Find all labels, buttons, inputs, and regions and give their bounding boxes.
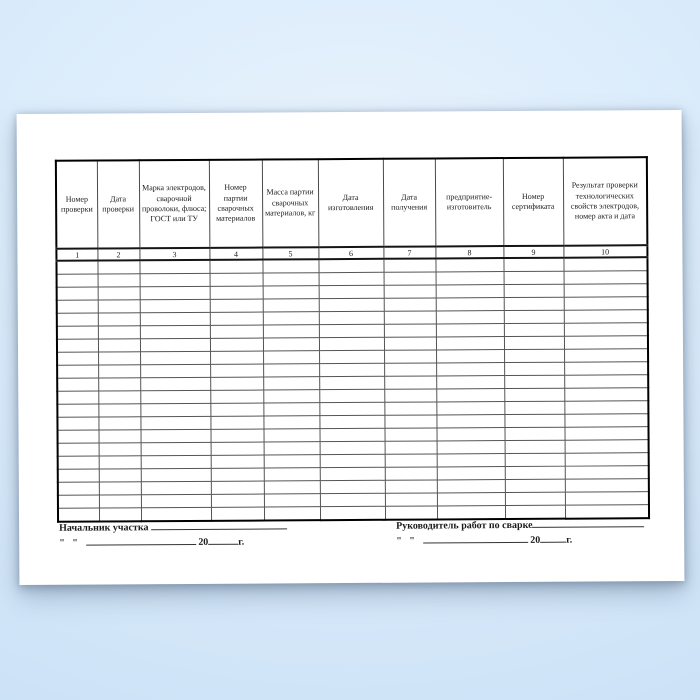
table-cell bbox=[564, 297, 648, 311]
table-cell bbox=[564, 427, 648, 441]
table-cell bbox=[57, 300, 98, 313]
year-prefix: 20 bbox=[530, 534, 541, 546]
signature-label: Начальник участка bbox=[59, 522, 149, 534]
table-cell bbox=[318, 259, 383, 273]
table-cell bbox=[98, 391, 140, 404]
table-cell bbox=[436, 337, 504, 350]
table-cell bbox=[210, 273, 263, 286]
table-cell bbox=[504, 297, 564, 310]
table-cell bbox=[384, 350, 436, 363]
table-cell bbox=[504, 271, 564, 284]
column-number-10: 10 bbox=[563, 245, 647, 258]
table-cell bbox=[384, 324, 436, 337]
table-cell bbox=[210, 364, 263, 377]
table-cell bbox=[141, 442, 211, 455]
table-cell bbox=[140, 273, 210, 286]
table-cell bbox=[565, 479, 649, 493]
table-cell bbox=[504, 310, 564, 323]
table-cell bbox=[564, 323, 648, 337]
date-quotes: " " bbox=[59, 537, 78, 549]
table-cell bbox=[565, 492, 649, 506]
table-cell bbox=[140, 299, 210, 312]
table-cell bbox=[140, 403, 210, 416]
table-cell bbox=[436, 311, 504, 324]
column-number-7: 7 bbox=[383, 246, 435, 258]
table-cell bbox=[384, 311, 436, 324]
column-number-1: 1 bbox=[56, 249, 97, 261]
table-cell bbox=[385, 480, 437, 493]
table-cell bbox=[319, 350, 384, 363]
column-number-4: 4 bbox=[209, 248, 262, 260]
table-cell bbox=[210, 351, 263, 364]
table-cell bbox=[436, 376, 504, 389]
table-cell bbox=[436, 415, 504, 428]
table-cell bbox=[264, 468, 320, 481]
table-cell bbox=[384, 415, 436, 428]
date-line bbox=[59, 533, 287, 549]
column-number-5: 5 bbox=[262, 247, 318, 259]
table-cell bbox=[263, 273, 319, 286]
table-cell bbox=[98, 365, 140, 378]
table-cell bbox=[58, 495, 99, 508]
table-cell bbox=[384, 376, 436, 389]
column-header-10: Результат проверки технологических свойств электродов, номер акта и дата bbox=[563, 157, 648, 246]
table-cell bbox=[58, 482, 99, 495]
table-cell bbox=[139, 260, 209, 274]
table-cell bbox=[210, 377, 263, 390]
table-cell bbox=[99, 443, 141, 456]
table-cell bbox=[98, 274, 140, 287]
table-cell bbox=[57, 352, 98, 365]
table-cell bbox=[320, 467, 385, 480]
table-cell bbox=[504, 375, 564, 388]
table-cell bbox=[210, 403, 263, 416]
table-cell bbox=[99, 469, 141, 482]
date-quotes: " " bbox=[396, 535, 415, 547]
table-cell bbox=[211, 494, 264, 507]
table-cell bbox=[319, 402, 384, 415]
table-cell bbox=[504, 336, 564, 349]
table-cell bbox=[436, 350, 504, 363]
column-header-6: Дата изготовления bbox=[318, 159, 384, 247]
table-cell bbox=[263, 429, 319, 442]
column-header-3: Марка электродов, сварочной проволоки, флюса; ГОСТ или ТУ bbox=[139, 160, 210, 248]
table-cell bbox=[98, 339, 140, 352]
date-line bbox=[396, 531, 645, 548]
table-cell bbox=[384, 428, 436, 441]
table-cell bbox=[319, 428, 384, 441]
table-cell bbox=[436, 285, 504, 298]
table-cell bbox=[437, 493, 505, 506]
table-cell bbox=[264, 442, 320, 455]
column-number-3: 3 bbox=[139, 248, 209, 260]
table-cell bbox=[57, 313, 98, 326]
table-cell bbox=[99, 482, 141, 495]
table-cell bbox=[211, 442, 264, 455]
table-cell bbox=[140, 351, 210, 364]
column-header-7: Дата получения bbox=[383, 158, 436, 246]
table-cell bbox=[140, 286, 210, 299]
column-number-6: 6 bbox=[318, 247, 383, 259]
table-cell bbox=[385, 441, 437, 454]
table-cell bbox=[319, 389, 384, 402]
table-cell bbox=[211, 455, 264, 468]
table-cell bbox=[263, 299, 319, 312]
table-cell bbox=[563, 257, 647, 271]
column-number-2: 2 bbox=[97, 248, 139, 260]
table-cell bbox=[98, 352, 140, 365]
table-cell bbox=[505, 453, 565, 466]
table-cell bbox=[385, 454, 437, 467]
year-blank-line bbox=[208, 534, 238, 545]
table-cell bbox=[384, 298, 436, 311]
table-cell bbox=[264, 494, 320, 507]
signature-line bbox=[59, 518, 287, 534]
paper-sheet bbox=[17, 110, 685, 585]
table-cell bbox=[437, 480, 505, 493]
table-header-row bbox=[56, 157, 648, 249]
table-cell bbox=[57, 378, 98, 391]
table-cell bbox=[320, 493, 385, 506]
table-cell bbox=[564, 336, 648, 350]
table-cell bbox=[263, 377, 319, 390]
table-cell bbox=[319, 298, 384, 311]
table-cell bbox=[436, 298, 504, 311]
table-cell bbox=[209, 260, 262, 274]
column-header-1: Номер проверки bbox=[56, 161, 98, 249]
signature-block-left bbox=[59, 518, 287, 549]
table-cell bbox=[319, 415, 384, 428]
table-cell bbox=[437, 467, 505, 480]
table-cell bbox=[319, 363, 384, 376]
table-cell bbox=[141, 468, 211, 481]
table-cell bbox=[140, 325, 210, 338]
table-cell bbox=[565, 453, 649, 467]
table-cell bbox=[264, 481, 320, 494]
table-cell bbox=[57, 287, 98, 300]
table-cell bbox=[58, 469, 99, 482]
table-cell bbox=[57, 365, 98, 378]
table-cell bbox=[140, 429, 210, 442]
table-cell bbox=[319, 285, 384, 298]
table-cell bbox=[57, 404, 98, 417]
table-cell bbox=[564, 310, 648, 324]
table-cell bbox=[98, 417, 140, 430]
table-cell bbox=[98, 378, 140, 391]
table-cell bbox=[504, 323, 564, 336]
table-cell bbox=[98, 300, 140, 313]
table-cell bbox=[57, 274, 98, 287]
signature-block-right bbox=[396, 516, 645, 548]
table-cell bbox=[319, 311, 384, 324]
table-cell bbox=[262, 259, 318, 273]
table-cell bbox=[141, 494, 211, 507]
table-cell bbox=[384, 363, 436, 376]
table-cell bbox=[263, 286, 319, 299]
table-cell bbox=[210, 312, 263, 325]
table-cell bbox=[263, 338, 319, 351]
table-cell bbox=[385, 493, 437, 506]
table-cell bbox=[320, 454, 385, 467]
table-cell bbox=[505, 440, 565, 453]
table-cell bbox=[211, 481, 264, 494]
table-cell bbox=[98, 326, 140, 339]
table-cell bbox=[57, 339, 98, 352]
table-cell bbox=[140, 312, 210, 325]
signature-label: Руководитель работ по сварке bbox=[396, 519, 533, 532]
table-cell bbox=[564, 375, 648, 389]
column-header-9: Номер сертификата bbox=[503, 158, 564, 246]
table-cell bbox=[58, 430, 99, 443]
table-cell bbox=[564, 362, 648, 376]
table-cell bbox=[210, 338, 263, 351]
year-prefix: 20 bbox=[198, 536, 209, 548]
table-cell bbox=[383, 258, 435, 272]
column-number-9: 9 bbox=[503, 246, 563, 258]
table-cell bbox=[57, 417, 98, 430]
table-cell bbox=[140, 416, 210, 429]
table-cell bbox=[564, 388, 648, 402]
table-cell bbox=[140, 338, 210, 351]
table-cell bbox=[140, 364, 210, 377]
table-cell bbox=[140, 390, 210, 403]
table-cell bbox=[384, 272, 436, 285]
table-cell bbox=[504, 388, 564, 401]
table-cell bbox=[98, 404, 140, 417]
table-cell bbox=[210, 286, 263, 299]
table-cell bbox=[437, 441, 505, 454]
signature-line bbox=[396, 516, 645, 533]
table-cell bbox=[210, 429, 263, 442]
table-cell bbox=[564, 401, 648, 415]
date-blank-line bbox=[86, 534, 196, 546]
year-suffix: г. bbox=[566, 534, 573, 546]
column-header-8: предприятие-изготовитель bbox=[435, 158, 504, 246]
table-cell bbox=[98, 287, 140, 300]
table-cell bbox=[437, 454, 505, 467]
table-cell bbox=[99, 456, 141, 469]
table-cell bbox=[436, 363, 504, 376]
table-cell bbox=[505, 479, 565, 492]
table-cell bbox=[58, 443, 99, 456]
table-cell bbox=[210, 325, 263, 338]
table-cell bbox=[57, 391, 98, 404]
table-cell bbox=[98, 430, 140, 443]
table-cell bbox=[319, 337, 384, 350]
table-cell bbox=[436, 389, 504, 402]
table-cell bbox=[436, 324, 504, 337]
table-cell bbox=[263, 403, 319, 416]
table-cell bbox=[505, 492, 565, 505]
welding-materials-journal-table bbox=[55, 156, 650, 523]
table-cell bbox=[504, 284, 564, 297]
table-cell bbox=[436, 402, 504, 415]
table-cell bbox=[263, 416, 319, 429]
table-cell bbox=[210, 390, 263, 403]
table-cell bbox=[503, 258, 563, 272]
signature-blank-line bbox=[151, 518, 287, 530]
table-cell bbox=[98, 313, 140, 326]
table-cell bbox=[56, 261, 97, 275]
table-cell bbox=[564, 349, 648, 363]
table-cell bbox=[504, 362, 564, 375]
table-cell bbox=[384, 389, 436, 402]
table-cell bbox=[436, 272, 504, 285]
column-number-8: 8 bbox=[435, 246, 503, 258]
column-header-4: Номер партии сварочных материалов bbox=[209, 160, 263, 248]
year-blank-line bbox=[540, 532, 566, 543]
table-cell bbox=[320, 480, 385, 493]
table-cell bbox=[564, 284, 648, 298]
table-cell bbox=[384, 337, 436, 350]
table-cell bbox=[264, 455, 320, 468]
table-cell bbox=[504, 349, 564, 362]
table-cell bbox=[211, 468, 264, 481]
table-cell bbox=[319, 376, 384, 389]
table-cell bbox=[140, 377, 210, 390]
table-cell bbox=[320, 441, 385, 454]
table-cell bbox=[210, 299, 263, 312]
table-cell bbox=[565, 440, 649, 454]
table-cell bbox=[263, 351, 319, 364]
column-header-5: Масса партии сварочных материалов, кг bbox=[262, 159, 319, 247]
table-cell bbox=[384, 285, 436, 298]
table-body bbox=[56, 257, 649, 522]
table-cell bbox=[384, 402, 436, 415]
table-cell bbox=[320, 506, 385, 520]
table-cell bbox=[319, 324, 384, 337]
table-cell bbox=[141, 481, 211, 494]
table-cell bbox=[141, 455, 211, 468]
table-cell bbox=[57, 326, 98, 339]
column-header-2: Дата проверки bbox=[97, 160, 140, 248]
table-cell bbox=[99, 495, 141, 508]
table-cell bbox=[210, 416, 263, 429]
table-cell bbox=[436, 428, 504, 441]
signature-blank-line bbox=[532, 516, 644, 528]
table-cell bbox=[263, 325, 319, 338]
table-cell bbox=[565, 466, 649, 480]
table-cell bbox=[385, 467, 437, 480]
table-cell bbox=[504, 401, 564, 414]
date-blank-line bbox=[423, 532, 528, 544]
table-cell bbox=[97, 260, 139, 274]
year-suffix: г. bbox=[238, 536, 245, 548]
table-cell bbox=[564, 414, 648, 428]
table-cell bbox=[263, 312, 319, 325]
table-cell bbox=[504, 414, 564, 427]
table-cell bbox=[263, 390, 319, 403]
table-cell bbox=[263, 364, 319, 377]
table-cell bbox=[58, 456, 99, 469]
table-cell bbox=[505, 466, 565, 479]
table-cell bbox=[564, 271, 648, 285]
table-cell bbox=[435, 258, 503, 272]
table-cell bbox=[504, 427, 564, 440]
table-cell bbox=[319, 272, 384, 285]
